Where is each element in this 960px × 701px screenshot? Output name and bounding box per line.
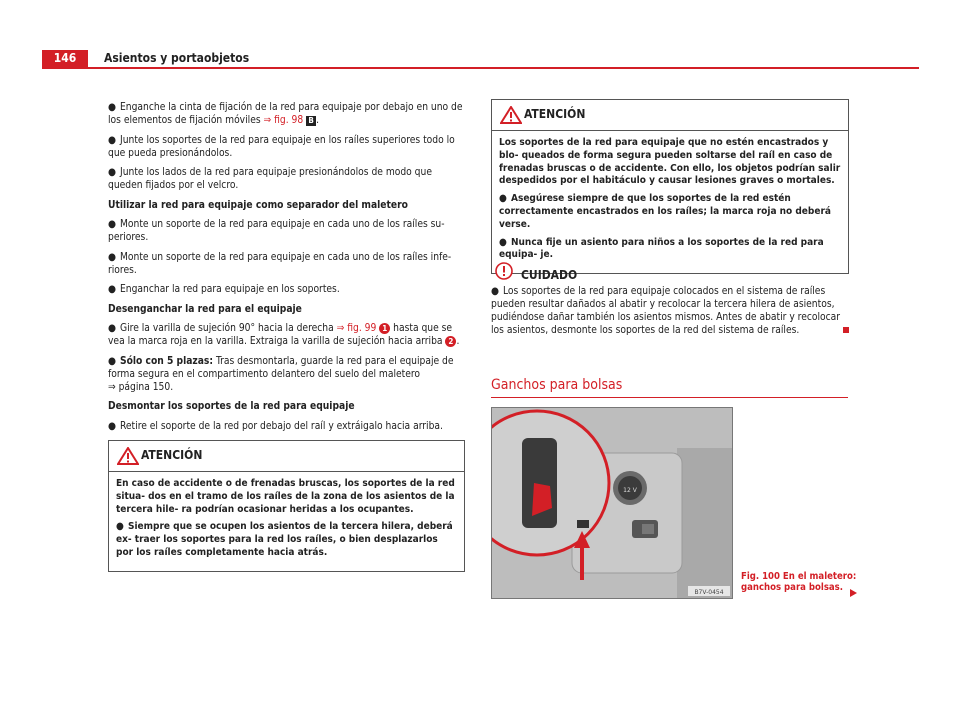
subheading: Desmontar los soportes de la red para equipaje [108, 401, 355, 412]
warning-text: Los soportes de la red para equipaje que no estén encastrados y blo- queados de forma segura pueden soltarse del raíl en caso de frenadas bruscas o de accidente. Con ello, los objetos podrían salir despedidos por el habitáculo y causar lesiones graves o mortales. [499, 137, 841, 187]
warning-icon [500, 106, 522, 124]
list-item: ● Monte un soporte de la red para equipaje en cada uno de los raíles infe- riores. [108, 251, 452, 276]
caution-text: ● Los soportes de la red para equipaje colocados en el sistema de raíles pueden resultar dañados al abatir y recolocar la tercera hilera de asientos, pudiéndose dañar también los asientos mismos. Antes de abatir y recolocar los asientos, desmonte los soportes de la red del sistema de raíles. [491, 286, 841, 336]
warning-text: En caso de accidente o de frenadas bruscas, los soportes de la red situa- dos en el tramo de los raíles de la zona de los asientos de la tercera hile- ra podrían ocasionar heridas a los ocupantes. [116, 478, 455, 515]
figure-link[interactable]: ⇒ fig. 99 [336, 323, 377, 334]
caution-title: CUIDADO [521, 268, 578, 282]
figure-image [491, 407, 733, 599]
warning-icon [117, 447, 139, 465]
list-item: ● Sólo con 5 plazas: Tras desmontarla, guarde la red para el equipaje de forma segura en el compartimento delantero del suelo del maletero ⇒ página 150. [108, 355, 454, 393]
left-column [108, 101, 463, 439]
subheading: Desenganchar la red para el equipaje [108, 303, 302, 315]
warning-title: ATENCIÓN [141, 448, 203, 462]
warning-box [491, 99, 849, 274]
warning-bullet: ● Asegúrese siempre de que los soportes de la red estén correctamente encastrados en los raíles; la marca roja no deberá verse. [499, 193, 831, 230]
warning-title: ATENCIÓN [524, 107, 586, 121]
socket-label: 12 V [623, 487, 637, 494]
warning-bullet: ● Siempre que se ocupen los asientos de la tercera hilera, deberá ex- traer los soportes para la red los raíles, o bien desplazarlos por los raíles completamente hacia atrás. [116, 521, 453, 558]
end-marker [843, 327, 849, 333]
continue-arrow-icon [850, 589, 857, 597]
warning-box [108, 440, 465, 572]
list-item: ● Enganche la cinta de fijación de la red para equipaje por debajo en uno de los elementos de fijación móviles ⇒ fig. 98 B . [108, 102, 463, 126]
running-header-title: Asientos y portaobjetos [104, 51, 250, 65]
list-item: ● Junte los lados de la red para equipaje presionándolos de modo que queden fijados por el velcro. [108, 167, 432, 191]
caution-icon [495, 262, 513, 280]
section-rule [491, 397, 848, 398]
page-link[interactable]: ⇒ página 150. [108, 381, 174, 393]
page-number: 146 [42, 50, 88, 67]
section-title: Ganchos para bolsas [491, 377, 623, 393]
list-item: ● Enganchar la red para equipaje en los soportes. [108, 284, 340, 295]
header-rule [42, 67, 919, 69]
subheading: Utilizar la red para equipaje como separador del maletero [108, 199, 408, 211]
figure-code: B7V-0454 [694, 589, 724, 596]
list-item: ● Retire el soporte de la red por debajo del raíl y extráigalo hacia arriba. [108, 420, 443, 432]
trunk-hook-illustration [492, 408, 732, 598]
callout-2: 2 [445, 336, 456, 347]
figure-caption: Fig. 100 En el maletero: ganchos para bolsas. [741, 571, 857, 593]
list-item: ● Junte los soportes de la red para equipaje en los raíles superiores todo lo que pueda presionándolos. [108, 134, 455, 159]
figure-link[interactable]: ⇒ fig. 98 [263, 115, 304, 126]
list-item: ● Gire la varilla de sujeción 90° hacia la derecha ⇒ fig. 99 1 hasta que se vea la marca roja en la varilla. Extraiga la varilla de sujeción hacia arriba 2 . [108, 323, 460, 347]
callout-1: 1 [379, 323, 390, 334]
warning-bullet: ● Nunca fije un asiento para niños a los soportes de la red para equipa- je. [499, 236, 824, 261]
list-item: ● Monte un soporte de la red para equipaje en cada uno de los raíles su- periores. [108, 219, 445, 243]
